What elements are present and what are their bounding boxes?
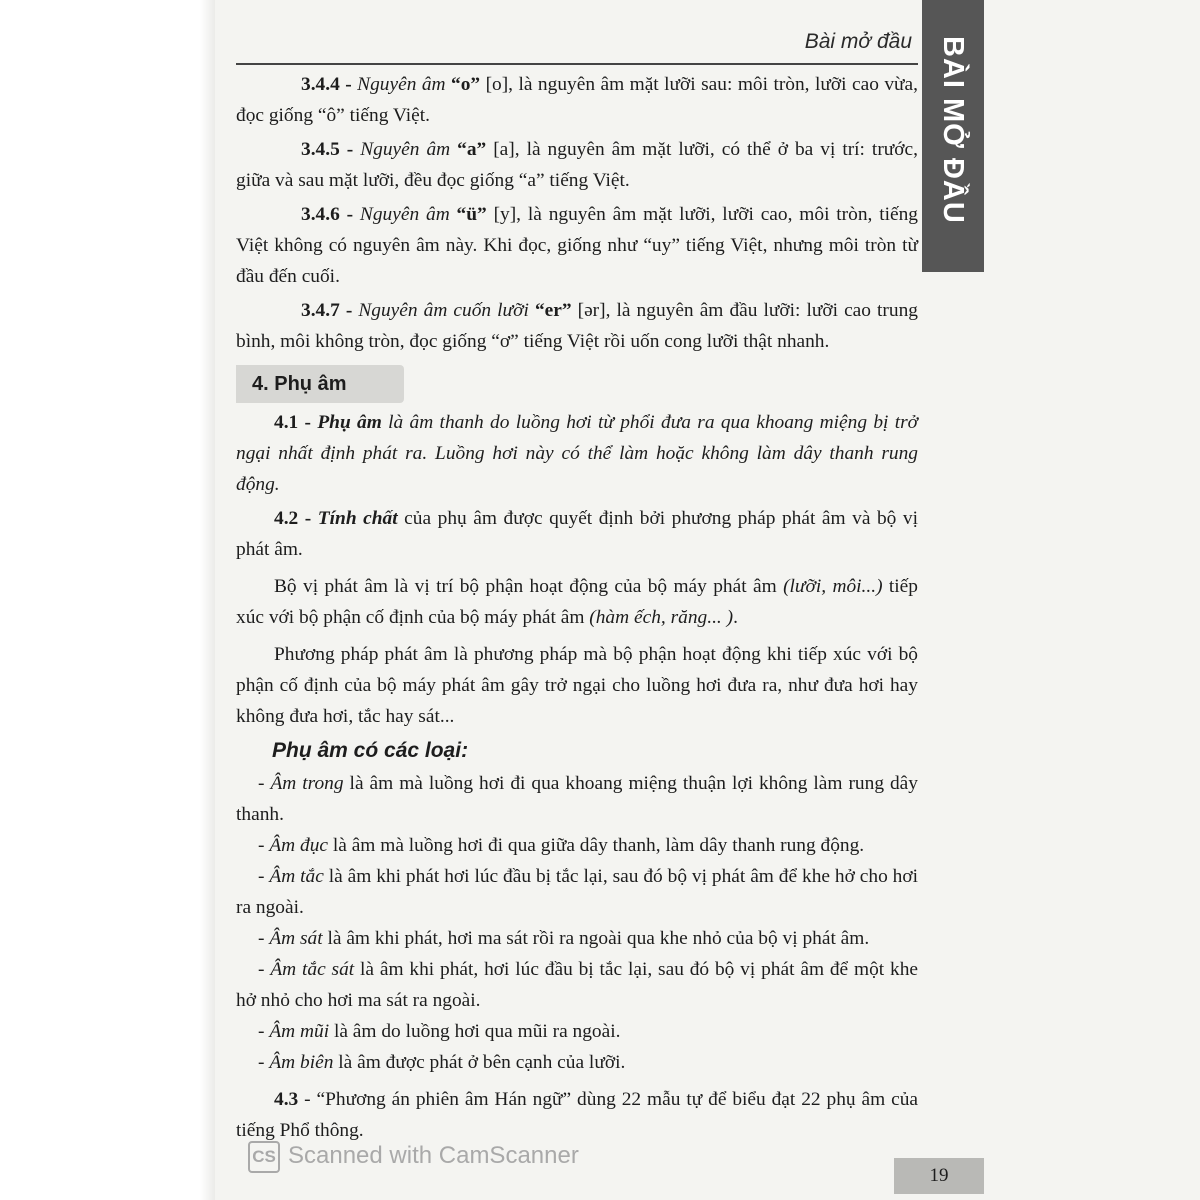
type-am-tac-sat: - Âm tắc sát là âm khi phát, hơi lúc đầu bị tắc lại, sau đó bộ vị phát âm để một khe hở nhỏ cho hơi ma sát ra ngoài. <box>236 959 919 1011</box>
page-number: 19 <box>894 1158 984 1194</box>
chapter-side-tab-label: BÀI MỞ ĐẦU <box>937 36 969 224</box>
page-content <box>236 66 918 1146</box>
type-am-mui: - Âm mũi là âm do luồng hơi qua mũi ra ngoài. <box>258 1021 621 1042</box>
type-am-tac: - Âm tắc là âm khi phát hơi lúc đầu bị tắc lại, sau đó bộ vị phát âm để khe hở cho hơi ra ngoài. <box>236 866 919 918</box>
type-am-trong: - Âm trong là âm mà luồng hơi đi qua khoang miệng thuận lợi không làm rung dây thanh. <box>236 773 918 825</box>
types-heading: Phụ âm có các loại: <box>272 739 469 762</box>
watermark-text: Scanned with CamScanner <box>288 1142 579 1169</box>
type-am-duc: - Âm đục là âm mà luồng hơi đi qua giữa dây thanh, làm dây thanh rung động. <box>258 835 865 856</box>
paragraph-3-4-7: 3.4.7 - Nguyên âm cuốn lưỡi “er” [ər], là nguyên âm đầu lưỡi: lưỡi cao trung bình, môi không tròn, đọc giống “ơ” tiếng Việt rồi uốn cong lưỡi thật nhanh. <box>236 300 918 352</box>
camscanner-watermark <box>248 1140 579 1172</box>
running-header-title: Bài mở đầu <box>804 30 912 53</box>
camscanner-logo-icon: CS <box>248 1141 280 1173</box>
paragraph-bo-vi-phat-am: Bộ vị phát âm là vị trí bộ phận hoạt động của bộ máy phát âm (lưỡi, môi...) tiếp xúc với bộ phận cố định của bộ máy phát âm (hàm ếch, răng... ). <box>236 576 918 628</box>
paragraph-phuong-phap-phat-am: Phương pháp phát âm là phương pháp mà bộ phận hoạt động khi tiếp xúc với bộ phận cố định của bộ máy phát âm gây trở ngại cho luồng hơi đưa ra, như đưa hơi hay không đưa hơi, tắc hay sát... <box>236 644 918 727</box>
paragraph-3-4-4: 3.4.4 - Nguyên âm “o” [o], là nguyên âm mặt lưỡi sau: môi tròn, lưỡi cao vừa, đọc giống “ô” tiếng Việt. <box>236 74 918 126</box>
paragraph-4-1: 4.1 - Phụ âm là âm thanh do luồng hơi từ phổi đưa ra qua khoang miệng bị trở ngại nhất định phát ra. Luồng hơi này có thể làm hoặc không làm dây thanh rung động. <box>236 412 918 495</box>
section-heading-phu-am: 4. Phụ âm <box>236 365 404 403</box>
paragraph-4-3: 4.3 - “Phương án phiên âm Hán ngữ” dùng 22 mẫu tự để biểu đạt 22 phụ âm của tiếng Phổ thông. <box>236 1089 918 1141</box>
paragraph-3-4-6: 3.4.6 - Nguyên âm “ü” [y], là nguyên âm mặt lưỡi, lưỡi cao, môi tròn, tiếng Việt không có nguyên âm này. Khi đọc, giống như “uy” tiếng Việt, nhưng môi tròn từ đầu đến cuối. <box>236 204 918 287</box>
paragraph-4-2: 4.2 - Tính chất của phụ âm được quyết định bởi phương pháp phát âm và bộ vị phát âm. <box>236 508 918 560</box>
type-am-bien: - Âm biên là âm được phát ở bên cạnh của lưỡi. <box>258 1052 626 1073</box>
paragraph-3-4-5: 3.4.5 - Nguyên âm “a” [a], là nguyên âm mặt lưỡi, có thể ở ba vị trí: trước, giữa và sau mặt lưỡi, đều đọc giống “a” tiếng Việt. <box>236 139 918 191</box>
header-rule <box>236 63 918 65</box>
type-am-sat: - Âm sát là âm khi phát, hơi ma sát rồi ra ngoài qua khe nhỏ của bộ vị phát âm. <box>258 928 870 949</box>
